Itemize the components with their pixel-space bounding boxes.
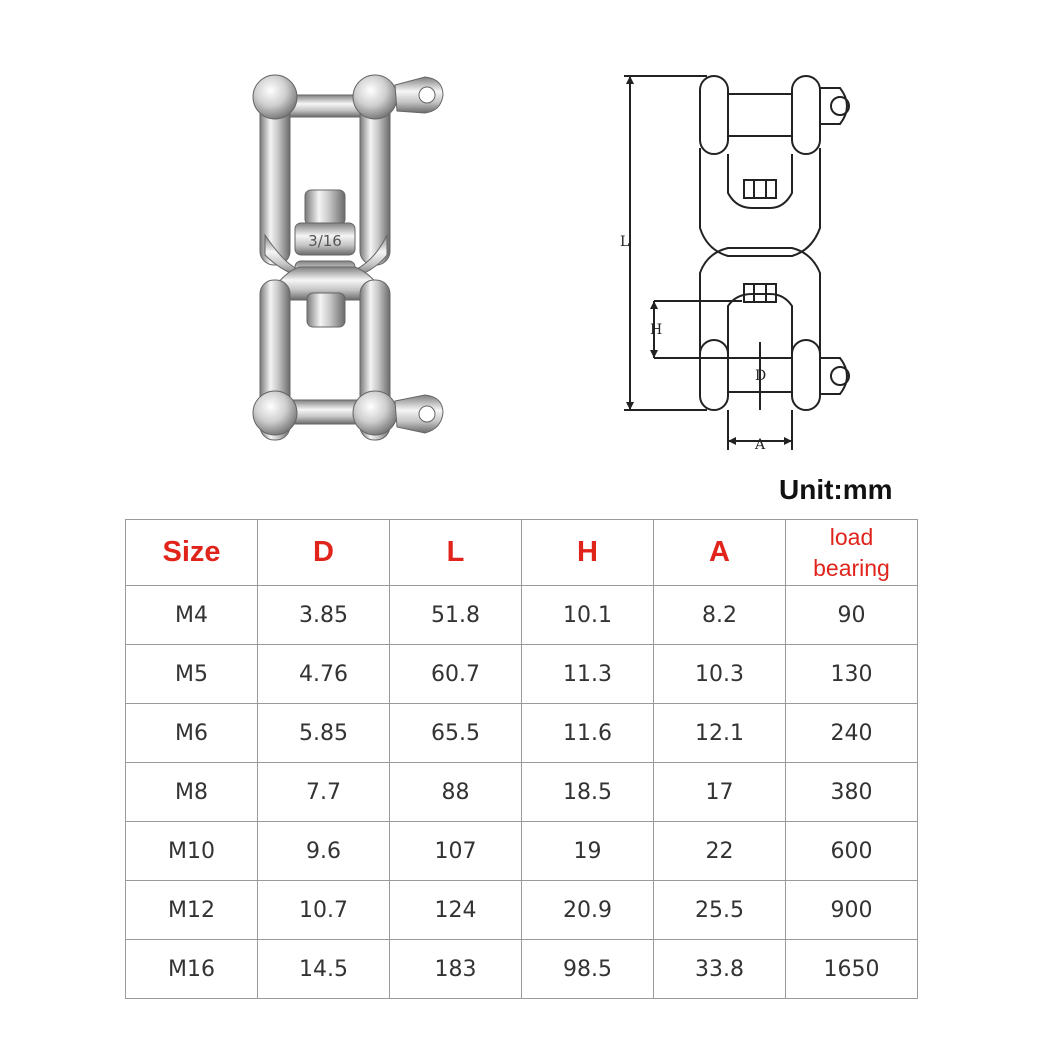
cell-h: 18.5 xyxy=(522,763,654,822)
product-photo xyxy=(215,55,475,475)
cell-l: 51.8 xyxy=(390,586,522,645)
table-row xyxy=(126,940,918,999)
cell-load: 90 xyxy=(786,586,918,645)
unit-label: Unit:mm xyxy=(779,474,893,505)
cell-d: 10.7 xyxy=(258,881,390,940)
cell-load: 900 xyxy=(786,881,918,940)
table-row xyxy=(126,645,918,704)
header-a: A xyxy=(654,520,786,586)
cell-d: 9.6 xyxy=(258,822,390,881)
cell-h: 11.6 xyxy=(522,704,654,763)
cell-l: 183 xyxy=(390,940,522,999)
cell-a: 33.8 xyxy=(654,940,786,999)
dim-label-D: D xyxy=(755,368,767,384)
cell-load: 1650 xyxy=(786,940,918,999)
table-row xyxy=(126,763,918,822)
cell-d: 3.85 xyxy=(258,586,390,645)
spec-table xyxy=(125,519,918,999)
header-load-line-1: load xyxy=(829,523,874,550)
cell-a: 22 xyxy=(654,822,786,881)
cell-size: M8 xyxy=(126,763,258,822)
cell-l: 107 xyxy=(390,822,522,881)
dim-label-L: L xyxy=(620,234,630,250)
cell-size: M12 xyxy=(126,881,258,940)
cell-size: M4 xyxy=(126,586,258,645)
dim-label-H: H xyxy=(650,322,663,338)
cell-h: 10.1 xyxy=(522,586,654,645)
cell-h: 19 xyxy=(522,822,654,881)
cell-size: M16 xyxy=(126,940,258,999)
cell-load: 600 xyxy=(786,822,918,881)
header-h: H xyxy=(522,520,654,586)
cell-l: 60.7 xyxy=(390,645,522,704)
cell-l: 65.5 xyxy=(390,704,522,763)
table-row xyxy=(126,586,918,645)
cell-size: M10 xyxy=(126,822,258,881)
cell-d: 14.5 xyxy=(258,940,390,999)
table-row xyxy=(126,822,918,881)
cell-h: 98.5 xyxy=(522,940,654,999)
cell-load: 380 xyxy=(786,763,918,822)
cell-load: 240 xyxy=(786,704,918,763)
cell-a: 17 xyxy=(654,763,786,822)
cell-a: 12.1 xyxy=(654,704,786,763)
cell-size: M5 xyxy=(126,645,258,704)
dim-label-A: A xyxy=(755,437,766,453)
table-row xyxy=(126,704,918,763)
cell-load: 130 xyxy=(786,645,918,704)
cell-l: 124 xyxy=(390,881,522,940)
cell-a: 10.3 xyxy=(654,645,786,704)
cell-h: 11.3 xyxy=(522,645,654,704)
cell-size: M6 xyxy=(126,704,258,763)
header-load-bearing xyxy=(786,520,918,586)
header-l: L xyxy=(390,520,522,586)
cell-h: 20.9 xyxy=(522,881,654,940)
technical-drawing xyxy=(612,58,892,458)
header-size: Size xyxy=(126,520,258,586)
header-load-line-2: bearing xyxy=(813,554,890,581)
cell-a: 25.5 xyxy=(654,881,786,940)
cell-l: 88 xyxy=(390,763,522,822)
cell-a: 8.2 xyxy=(654,586,786,645)
table-row xyxy=(126,881,918,940)
table-header-row xyxy=(126,520,918,586)
header-d: D xyxy=(258,520,390,586)
stamp-top: 3/16 xyxy=(308,232,342,250)
cell-d: 4.76 xyxy=(258,645,390,704)
cell-d: 7.7 xyxy=(258,763,390,822)
cell-d: 5.85 xyxy=(258,704,390,763)
